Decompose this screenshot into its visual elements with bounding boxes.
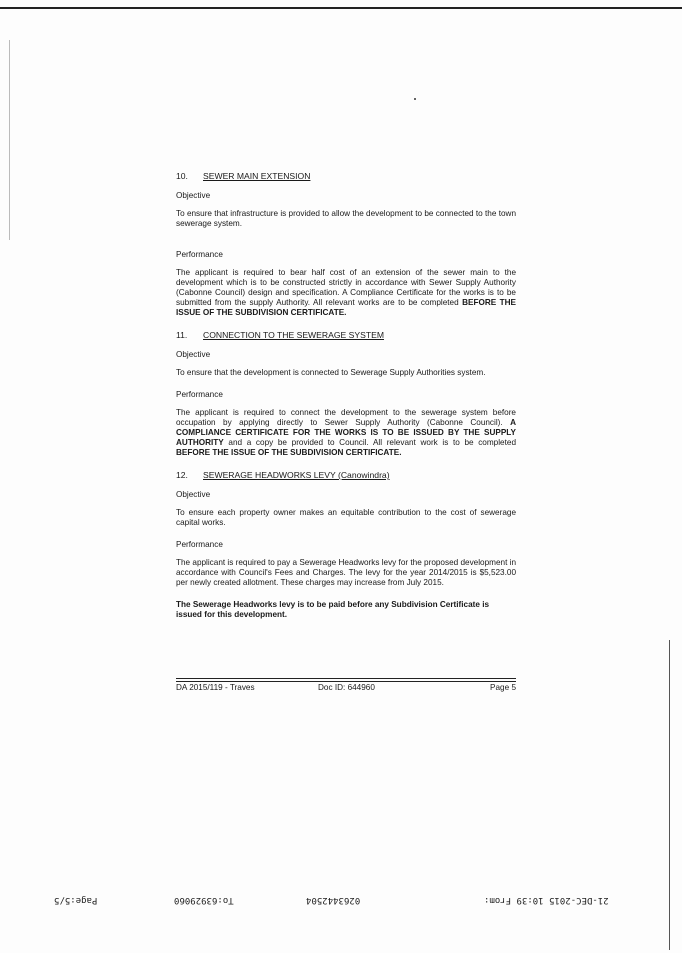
performance-plain: The applicant is required to connect the development to the sewerage system before occupation by applying directly to Sewer Supply Authority (Cabonne Council). [176, 408, 516, 427]
objective-text: To ensure that infrastructure is provided to allow the development to be connected to the town sewerage system. [176, 209, 516, 228]
objective-label: Objective [176, 350, 211, 359]
document-body [176, 171, 516, 630]
performance-plain: The applicant is required to bear half cost of an extension of the sewer main to the development which is to be constructed strictly in accordance with Sewer Supply Authority (Cabonne Council) design and specification. A Compliance Certificate for the works is to be submitted from the supply Authority. All relevant works are to be completed [176, 268, 516, 307]
performance-text [176, 268, 516, 318]
section-title: SEWERAGE HEADWORKS LEVY (Canowindra) [203, 470, 390, 480]
performance-plain: and a copy be provided to Council. All relevant work is to be completed [223, 438, 516, 447]
section-number: 10. [176, 171, 188, 181]
performance-label: Performance [176, 390, 223, 399]
fax-header-number: 0263442504 [306, 895, 361, 905]
top-rule [0, 7, 682, 9]
performance-text: The applicant is required to pay a Sewerage Headworks levy for the proposed development in accordance with Council's Fees and Charges. The levy for the year 2014/2015 is $5,523.00 per newly created allotment. These charges may increase from July 2015. [176, 558, 516, 587]
section-12-heading [176, 470, 516, 480]
performance-label: Performance [176, 540, 223, 549]
footer-rule [176, 681, 516, 682]
objective-text: To ensure that the development is connected to Sewerage Supply Authorities system. [176, 368, 486, 377]
footer-rule [176, 678, 516, 679]
levy-notice: The Sewerage Headworks levy is to be paid before any Subdivision Certificate is issued for this development. [176, 600, 490, 619]
fax-header-to: To:63929060 [174, 895, 234, 905]
objective-label: Objective [176, 191, 211, 200]
footer-doc-id: Doc ID: 644960 [318, 683, 375, 692]
performance-emphasis: A COMPLIANCE CERTIFICATE FOR THE WORKS IS TO BE ISSUED BY THE SUPPLY AUTHORITY [176, 418, 516, 447]
performance-text [176, 408, 516, 458]
performance-label: Performance [176, 250, 223, 259]
scan-edge-right [669, 640, 670, 950]
scan-speck [414, 98, 416, 100]
fax-header-page: Page:5/5 [54, 895, 98, 905]
section-number: 12. [176, 470, 188, 480]
footer-da-reference: DA 2015/119 - Traves [176, 683, 255, 692]
section-title: CONNECTION TO THE SEWERAGE SYSTEM [203, 330, 384, 340]
fax-header-from: 21-DEC-2015 10:39 From: [484, 895, 609, 905]
scan-edge-left [9, 40, 10, 240]
objective-label: Objective [176, 490, 211, 499]
section-11-heading [176, 330, 516, 340]
performance-emphasis: BEFORE THE ISSUE OF THE SUBDIVISION CERTIFICATE. [176, 448, 402, 457]
section-10-heading [176, 171, 516, 181]
performance-emphasis: BEFORE THE ISSUE OF THE SUBDIVISION CERTIFICATE. [176, 298, 516, 317]
section-number: 11. [176, 330, 188, 340]
objective-text: To ensure each property owner makes an equitable contribution to the cost of sewerage capital works. [176, 508, 516, 527]
section-title: SEWER MAIN EXTENSION [203, 171, 311, 181]
footer-page-number: Page 5 [490, 683, 516, 692]
